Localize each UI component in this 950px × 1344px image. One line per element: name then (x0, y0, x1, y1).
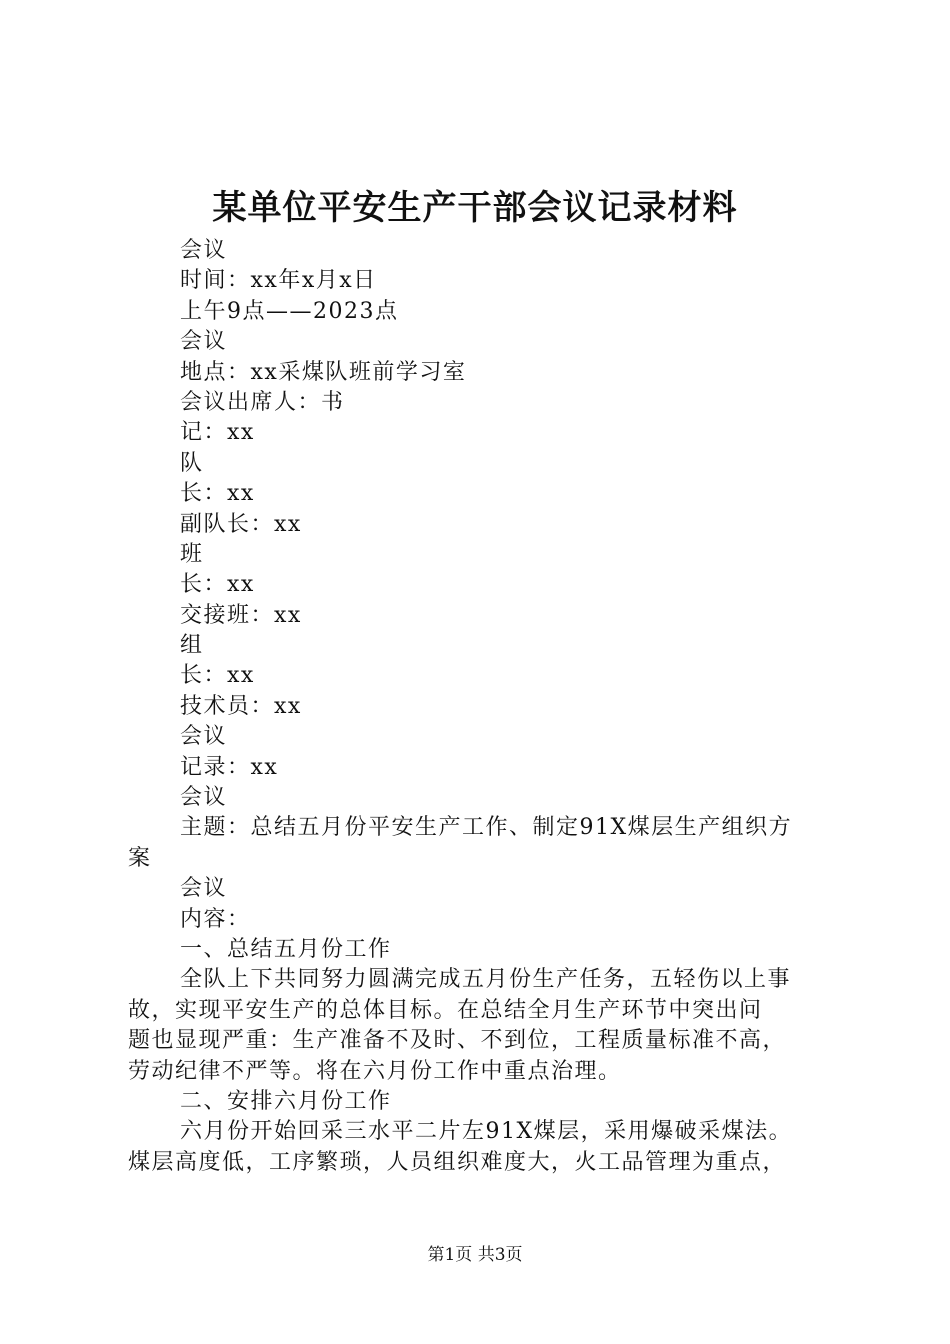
text-line: 长：xx (180, 572, 255, 598)
text-line: 队 (180, 450, 204, 476)
text-line: 上午9点——2023点 (180, 298, 399, 324)
text-line: 记：xx (180, 420, 255, 446)
text-line: 故，实现平安生产的总体目标。在总结全月生产环节中突出问 (128, 997, 763, 1023)
text-line: 全队上下共同努力圆满完成五月份生产任务，五轻伤以上事 (180, 967, 792, 993)
document-title: 某单位平安生产干部会议记录材料 (212, 188, 738, 228)
text-line: 组 (180, 633, 204, 659)
text-line: 题也显现严重：生产准备不及时、不到位，工程质量标准不高， (128, 1028, 787, 1054)
text-line: 会议出席人：书 (180, 389, 345, 415)
text-line: 煤层高度低，工序繁琐，人员组织难度大，火工品管理为重点， (128, 1149, 787, 1175)
text-line: 交接班：xx (180, 602, 302, 628)
text-line: 记录：xx (180, 754, 279, 780)
text-line: 副队长：xx (180, 511, 302, 537)
text-line: 长：xx (180, 663, 255, 689)
text-line: 长：xx (180, 481, 255, 507)
text-line: 内容： (180, 906, 251, 932)
page-footer: 第1页 共3页 (427, 1245, 523, 1265)
text-line: 主题：总结五月份平安生产工作、制定91X煤层生产组织方 (180, 815, 793, 841)
text-line: 劳动纪律不严等。将在六月份工作中重点治理。 (128, 1058, 622, 1084)
text-line: 会议 (180, 238, 228, 263)
text-line: 班 (180, 541, 204, 567)
text-line: 技术员：xx (180, 693, 302, 719)
text-line: 会议 (180, 785, 228, 811)
text-line: 会议 (180, 724, 228, 750)
document-body (128, 236, 840, 1178)
text-line: 时间：xx年x月x日 (180, 268, 377, 294)
text-line: 会议 (180, 876, 228, 902)
text-line: 会议 (180, 329, 228, 355)
text-line: 案 (128, 845, 152, 871)
text-line: 六月份开始回采三水平二片左91X煤层，采用爆破采煤法。 (180, 1119, 793, 1145)
section-heading: 一、总结五月份工作 (180, 936, 392, 962)
text-line: 地点：xx采煤队班前学习室 (180, 359, 467, 385)
section-heading: 二、安排六月份工作 (180, 1088, 392, 1114)
